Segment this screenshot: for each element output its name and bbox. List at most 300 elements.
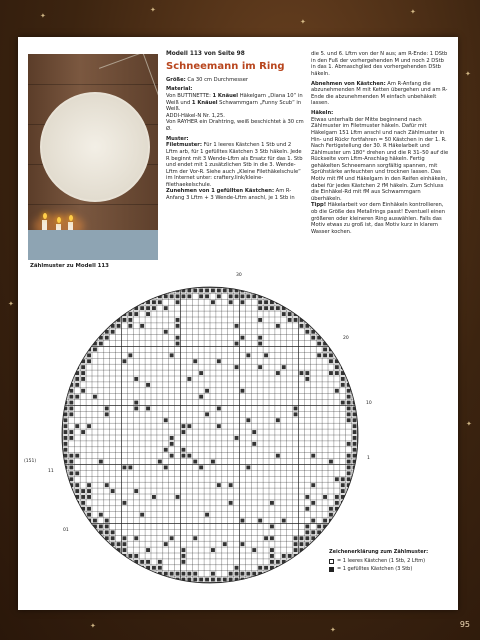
filled-cell	[205, 389, 209, 393]
filled-cell	[93, 300, 97, 304]
filled-cell	[152, 566, 156, 570]
filled-cell	[87, 353, 91, 357]
filled-cell	[87, 359, 91, 363]
filled-cell	[182, 554, 186, 558]
filled-cell	[270, 289, 274, 293]
filled-cell	[176, 318, 180, 322]
filled-cell	[93, 318, 97, 322]
filled-cell	[211, 289, 215, 293]
filled-cell	[305, 318, 309, 322]
filled-cell	[158, 560, 162, 564]
filled-cell	[111, 330, 115, 334]
filled-cell	[229, 300, 233, 304]
filled-cell	[87, 525, 91, 529]
filled-cell	[329, 318, 333, 322]
filled-cell	[347, 401, 351, 405]
filled-cell	[87, 306, 91, 310]
filled-cell	[128, 554, 132, 558]
filled-cell	[270, 294, 274, 298]
filled-cell	[264, 566, 268, 570]
filled-cell	[341, 318, 345, 322]
legend-empty: = 1 leeres Kästchen (1 Stb, 2 Lftm)	[337, 558, 426, 564]
filled-cell	[347, 525, 351, 529]
filled-cell	[75, 530, 79, 534]
filled-cell	[211, 548, 215, 552]
filled-cell	[87, 318, 91, 322]
sparkle-icon: ✦	[300, 18, 306, 26]
filled-cell	[341, 542, 345, 546]
filled-cell	[282, 519, 286, 523]
filled-cell	[329, 536, 333, 540]
filled-cell	[164, 330, 168, 334]
filled-cell	[258, 342, 262, 346]
filled-cell	[164, 294, 168, 298]
filled-cell	[81, 389, 85, 393]
filled-cell	[75, 513, 79, 517]
filled-cell	[323, 294, 327, 298]
chart-title: Zählmuster zu Modell 113	[30, 263, 109, 269]
filled-cell	[282, 572, 286, 576]
filled-cell	[75, 300, 79, 304]
filled-cell	[252, 289, 256, 293]
filled-cell	[329, 359, 333, 363]
filled-cell	[146, 294, 150, 298]
filled-cell	[353, 448, 357, 452]
filled-cell	[276, 306, 280, 310]
filled-cell	[270, 554, 274, 558]
filled-cell	[241, 519, 245, 523]
filled-cell	[335, 578, 339, 582]
filled-cell	[341, 536, 345, 540]
filled-cell	[146, 572, 150, 576]
filled-cell	[347, 442, 351, 446]
filled-cell	[176, 294, 180, 298]
filled-cell	[187, 424, 191, 428]
sparkle-icon: ✦	[410, 8, 416, 16]
filled-cell	[270, 572, 274, 576]
instructions-text: Etwas unterhalb der Mitte beginnend nach Zählmuster im Filetmuster häkeln. Dafür mit Häkelgarn 151 Lftm anschl und nach Zählmuster in Hin- und Rückr fortfahren = 50 Kästchen in der 1. R. Nach Fertigstellung der 30. R Häkelarbeit und Zählmuster um 180° drehen und die R 31–50 auf die Rückseite vom Lftm-Anschlag häkeln. Fertig gehäkelten Schneemann sorgfältig spannen, mit Sprühstärke anfeuchten und trocknen lassen. Das Motiv mit fM und Häkelgarn in den Reifen einhäkeln, dabei für jedes Kästchen 2 fM häkeln. Zum Schluss die Einhäkel-Rd mit fM aus Schwammgarn überhäkeln.	[311, 116, 449, 202]
filled-cell	[223, 578, 227, 582]
filled-cell	[64, 572, 68, 576]
filled-cell	[93, 572, 97, 576]
filled-cell	[81, 554, 85, 558]
filled-cell	[93, 548, 97, 552]
filled-cell	[75, 324, 79, 328]
tip-text: Häkelarbeit vor dem Einhäkeln kontrollieren, ob die Größe des Metallrings passt! Eventuell einen größeren oder kleineren Ring auswählen. Falls das Motiv etwas zu groß ist, das Motiv kurz in klarem Wasser kochen.	[311, 202, 446, 235]
filled-cell	[64, 336, 68, 340]
filled-cell	[246, 418, 250, 422]
filled-cell	[81, 430, 85, 434]
filled-cell	[329, 294, 333, 298]
filled-cell	[241, 300, 245, 304]
filled-cell	[288, 289, 292, 293]
filled-cell	[347, 318, 351, 322]
filled-cell	[294, 412, 298, 416]
filled-cell	[353, 454, 357, 458]
filled-cell	[329, 371, 333, 375]
filled-cell	[276, 324, 280, 328]
filled-cell	[300, 578, 304, 582]
filled-cell	[282, 312, 286, 316]
pattern-label: Muster:	[166, 135, 189, 142]
filled-cell	[294, 289, 298, 293]
filled-cell	[258, 318, 262, 322]
page-title: Schneemann im Ring	[166, 60, 285, 72]
filled-cell	[105, 519, 109, 523]
filled-cell	[199, 395, 203, 399]
filled-cell	[75, 424, 79, 428]
filled-cell	[69, 477, 73, 481]
filled-cell	[341, 401, 345, 405]
increase-text: Am R-Anfang 3 Lftm + 3 Wende-Lftm anschl, je 1 Stb in	[166, 188, 295, 202]
filled-cell	[246, 353, 250, 357]
filled-cell	[87, 536, 91, 540]
filled-cell	[235, 324, 239, 328]
filled-cell	[69, 495, 73, 499]
filled-cell	[75, 306, 79, 310]
filled-cell	[341, 578, 345, 582]
filled-cell	[300, 324, 304, 328]
filled-cell	[353, 436, 357, 440]
filled-cell	[329, 342, 333, 346]
filled-cell	[152, 578, 156, 582]
filled-cell	[93, 519, 97, 523]
filled-cell	[335, 365, 339, 369]
filled-cell	[75, 483, 79, 487]
filled-cell	[93, 306, 97, 310]
filled-cell	[123, 536, 127, 540]
filled-cell	[300, 560, 304, 564]
filled-cell	[69, 395, 73, 399]
filled-cell	[140, 513, 144, 517]
filled-cell	[317, 324, 321, 328]
filled-cell	[182, 424, 186, 428]
filled-cell	[264, 578, 268, 582]
filled-cell	[117, 566, 121, 570]
filled-cell	[69, 548, 73, 552]
filled-cell	[69, 507, 73, 511]
filled-cell	[69, 359, 73, 363]
filled-cell	[258, 578, 262, 582]
filled-cell	[353, 525, 357, 529]
filled-cell	[64, 560, 68, 564]
filled-cell	[75, 566, 79, 570]
filled-cell	[323, 548, 327, 552]
filled-cell	[176, 336, 180, 340]
filled-cell	[123, 566, 127, 570]
filled-cell	[64, 365, 68, 369]
filled-cell	[264, 289, 268, 293]
filled-cell	[311, 483, 315, 487]
filled-cell	[329, 330, 333, 334]
filled-cell	[117, 542, 121, 546]
filled-cell	[75, 377, 79, 381]
filled-cell	[64, 412, 68, 416]
filled-cell	[105, 530, 109, 534]
material-label: Material:	[166, 86, 193, 93]
filled-cell	[105, 336, 109, 340]
filled-cell	[347, 513, 351, 517]
filled-cell	[305, 294, 309, 298]
filled-cell	[123, 542, 127, 546]
filled-cell	[69, 312, 73, 316]
filled-cell	[69, 294, 73, 298]
filled-cell	[187, 289, 191, 293]
decrease-text: Am R-Anfang die abzunehmenden M mit Ketten übergehen und am R-Ende die abzunehmenden M einfach unbehäkelt lassen.	[311, 80, 448, 107]
filled-cell	[87, 507, 91, 511]
filled-cell	[353, 365, 357, 369]
filled-cell	[140, 578, 144, 582]
filled-cell	[134, 572, 138, 576]
filled-cell	[81, 318, 85, 322]
filled-cell	[93, 294, 97, 298]
filled-cell	[99, 572, 103, 576]
filled-cell	[69, 353, 73, 357]
filled-cell	[258, 519, 262, 523]
filled-cell	[128, 300, 132, 304]
filled-cell	[252, 442, 256, 446]
filled-cell	[347, 530, 351, 534]
filled-cell	[311, 294, 315, 298]
filled-cell	[75, 489, 79, 493]
filled-cell	[341, 294, 345, 298]
filled-cell	[235, 572, 239, 576]
increase-label: Zunehmen von 1 gefüllten Kästchen:	[166, 188, 275, 195]
filled-cell	[241, 572, 245, 576]
filled-cell	[117, 572, 121, 576]
filled-cell	[270, 560, 274, 564]
filled-cell	[105, 312, 109, 316]
filled-cell	[311, 530, 315, 534]
filled-cell	[134, 554, 138, 558]
filled-cell	[246, 572, 250, 576]
filled-cell	[81, 371, 85, 375]
filled-cell	[64, 477, 68, 481]
filled-cell	[353, 507, 357, 511]
filled-cell	[211, 572, 215, 576]
filled-cell	[128, 566, 132, 570]
filled-cell	[317, 342, 321, 346]
filled-cell	[117, 300, 121, 304]
filled-cell	[294, 300, 298, 304]
filled-cell	[64, 536, 68, 540]
filled-cell	[170, 442, 174, 446]
filled-cell	[323, 578, 327, 582]
size-text: Ca 30 cm Durchmesser	[187, 76, 249, 83]
filled-cell	[329, 300, 333, 304]
filled-cell	[341, 348, 345, 352]
filled-cell	[187, 377, 191, 381]
filled-cell	[305, 330, 309, 334]
magazine-page	[18, 37, 458, 610]
filled-cell	[81, 300, 85, 304]
row-label: (151)	[24, 459, 37, 464]
filled-cell	[341, 530, 345, 534]
filled-cell	[335, 525, 339, 529]
filled-cell	[217, 483, 221, 487]
filled-cell	[311, 312, 315, 316]
filled-cell	[111, 300, 115, 304]
filled-cell	[134, 289, 138, 293]
filled-cell	[335, 294, 339, 298]
filled-cell	[276, 294, 280, 298]
filled-cell	[258, 289, 262, 293]
filled-cell	[75, 359, 79, 363]
filled-cell	[81, 536, 85, 540]
filled-cell	[317, 525, 321, 529]
filled-cell	[117, 324, 121, 328]
filled-cell	[323, 495, 327, 499]
filled-cell	[347, 477, 351, 481]
filled-cell	[152, 289, 156, 293]
filled-cell	[69, 554, 73, 558]
filled-cell	[341, 513, 345, 517]
filled-cell	[123, 560, 127, 564]
filled-cell	[69, 318, 73, 322]
filled-cell	[182, 560, 186, 564]
filled-cell	[87, 312, 91, 316]
filled-cell	[128, 312, 132, 316]
filled-cell	[347, 306, 351, 310]
filled-cell	[305, 525, 309, 529]
filled-cell	[111, 554, 115, 558]
filled-cell	[176, 495, 180, 499]
filled-cell	[87, 324, 91, 328]
filled-cell	[329, 336, 333, 340]
filled-cell	[317, 312, 321, 316]
filled-cell	[99, 306, 103, 310]
filled-cell	[64, 318, 68, 322]
filled-cell	[335, 477, 339, 481]
filled-cell	[353, 519, 357, 523]
filled-cell	[81, 578, 85, 582]
filled-cell	[353, 424, 357, 428]
filled-cell	[128, 353, 132, 357]
filled-cell	[252, 578, 256, 582]
filled-cell	[69, 525, 73, 529]
tip-label: Tipp!	[311, 202, 327, 209]
filled-cell	[353, 536, 357, 540]
row-label: 1	[367, 456, 370, 461]
filled-cell	[75, 348, 79, 352]
filled-cell	[288, 318, 292, 322]
filled-cell	[117, 294, 121, 298]
filled-cell	[323, 536, 327, 540]
filled-cell	[134, 536, 138, 540]
filled-cell	[123, 572, 127, 576]
filled-cell	[105, 572, 109, 576]
filled-cell	[288, 572, 292, 576]
filled-cell	[347, 395, 351, 399]
filled-cell	[335, 530, 339, 534]
filled-cell	[99, 318, 103, 322]
filled-cell	[164, 289, 168, 293]
filled-cell	[323, 554, 327, 558]
filled-cell	[123, 289, 127, 293]
filled-cell	[282, 566, 286, 570]
filled-cell	[294, 560, 298, 564]
filled-cell	[353, 330, 357, 334]
filled-cell	[99, 324, 103, 328]
filled-cell	[81, 560, 85, 564]
filled-cell	[276, 418, 280, 422]
filled-cell	[146, 578, 150, 582]
filet-label: Filetmuster:	[166, 142, 202, 149]
filled-cell	[329, 353, 333, 357]
filled-cell	[128, 572, 132, 576]
filled-cell	[300, 572, 304, 576]
decrease-label: Abnehmen von Kästchen:	[311, 80, 386, 87]
filled-cell	[317, 542, 321, 546]
filled-cell	[99, 513, 103, 517]
material-text: Häkelgarn „Diana 10“ in Weiß und	[166, 92, 303, 106]
filled-cell	[99, 460, 103, 464]
filled-cell	[317, 548, 321, 552]
filled-cell	[75, 294, 79, 298]
filled-cell	[193, 578, 197, 582]
filled-cell	[294, 542, 298, 546]
filled-cell	[87, 530, 91, 534]
filled-cell	[87, 294, 91, 298]
filled-cell	[300, 289, 304, 293]
crochet-ring-image	[40, 92, 150, 202]
filled-cell	[252, 548, 256, 552]
filled-cell	[329, 289, 333, 293]
filled-cell	[335, 318, 339, 322]
filled-cell	[300, 371, 304, 375]
filled-cell	[353, 312, 357, 316]
filled-cell	[117, 312, 121, 316]
filled-cell	[128, 466, 132, 470]
filled-cell	[140, 289, 144, 293]
filled-cell	[111, 566, 115, 570]
filled-cell	[105, 306, 109, 310]
filled-cell	[64, 294, 68, 298]
filled-cell	[87, 548, 91, 552]
filled-cell	[87, 554, 91, 558]
filled-cell	[69, 454, 73, 458]
filled-cell	[258, 306, 262, 310]
filled-cell	[64, 371, 68, 375]
filled-cell	[64, 501, 68, 505]
filled-cell	[353, 501, 357, 505]
filled-cell	[64, 442, 68, 446]
filled-cell	[329, 513, 333, 517]
filled-cell	[81, 312, 85, 316]
filled-cell	[341, 300, 345, 304]
filled-cell	[146, 548, 150, 552]
filled-cell	[229, 578, 233, 582]
filled-cell	[353, 412, 357, 416]
filled-cell	[69, 536, 73, 540]
filled-cell	[341, 489, 345, 493]
filled-cell	[99, 300, 103, 304]
filled-cell	[270, 306, 274, 310]
filled-cell	[93, 578, 97, 582]
filled-cell	[199, 289, 203, 293]
filled-cell	[187, 578, 191, 582]
filled-cell	[146, 383, 150, 387]
filled-cell	[241, 389, 245, 393]
filled-cell	[311, 560, 315, 564]
sparkle-icon: ✦	[466, 420, 472, 428]
filled-cell	[353, 300, 357, 304]
filled-cell	[99, 312, 103, 316]
filled-cell	[81, 542, 85, 546]
filled-cell	[353, 377, 357, 381]
filled-cell	[111, 560, 115, 564]
filled-cell	[158, 566, 162, 570]
